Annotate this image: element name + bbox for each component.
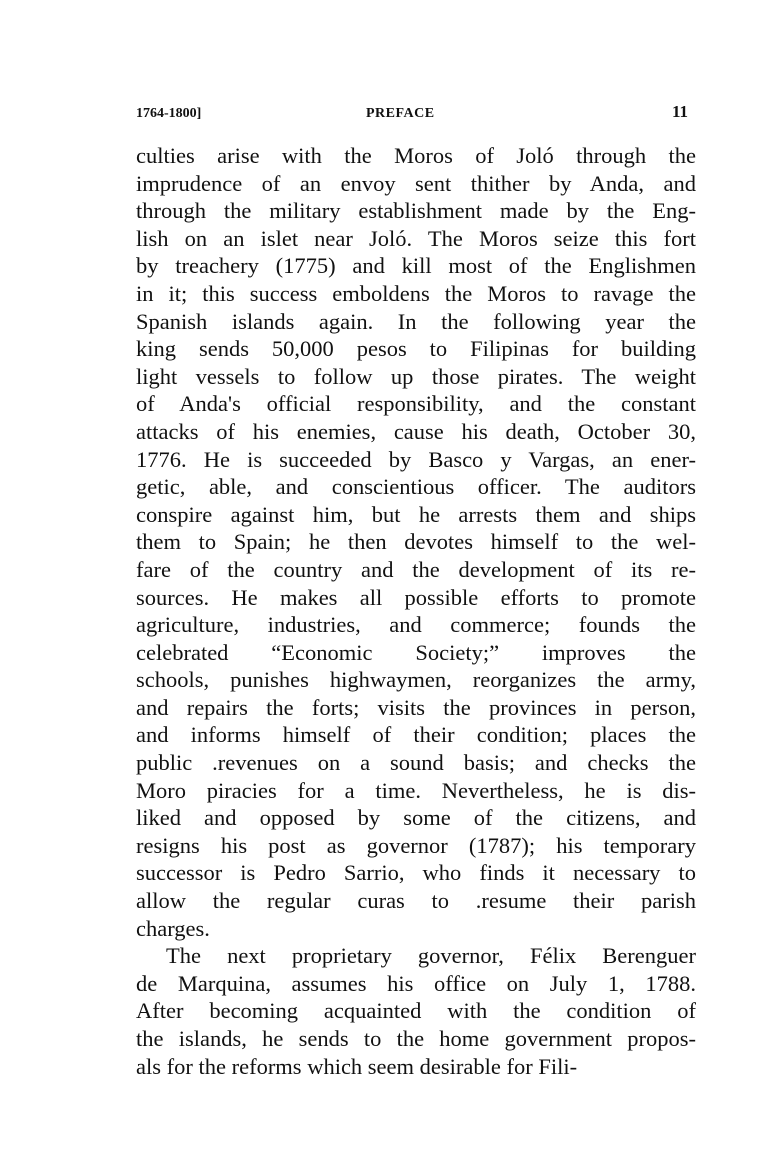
text-line: king sends 50,000 pesos to Filipinas for building — [136, 336, 696, 362]
text-line: de Marquina, assumes his office on July 1, 1788. — [136, 970, 696, 996]
text-line: Moro piracies for a time. Nevertheless, he is dis- — [136, 777, 696, 803]
running-head-date-range: 1764-1800] — [136, 106, 202, 121]
text-line: successor is Pedro Sarrio, who finds it necessary to — [136, 860, 696, 886]
text-line: of Anda's official responsibility, and the constant — [136, 391, 696, 417]
text-line: imprudence of an envoy sent thither by Anda, and — [136, 170, 696, 196]
text-line: light vessels to follow up those pirates. The weight — [136, 363, 696, 389]
text-line: celebrated “Economic Society;” improves the — [136, 639, 696, 665]
text-line: fare of the country and the development of its re- — [136, 556, 696, 582]
text-line: sources. He makes all possible efforts to promote — [136, 584, 696, 610]
text-line: agriculture, industries, and commerce; founds the — [136, 612, 696, 638]
paragraph — [136, 942, 696, 1080]
text-line: them to Spain; he then devotes himself to the wel- — [136, 529, 696, 555]
paragraph — [136, 142, 696, 942]
text-line: and repairs the forts; visits the provinces in person, — [136, 694, 696, 720]
text-line: resigns his post as governor (1787); his temporary — [136, 832, 696, 858]
text-line: schools, punishes highwaymen, reorganizes the army, — [136, 667, 696, 693]
text-line: attacks of his enemies, cause his death, October 30, — [136, 418, 696, 444]
text-line: liked and opposed by some of the citizens, and — [136, 805, 696, 831]
text-line: by treachery (1775) and kill most of the Englishmen — [136, 253, 696, 279]
text-line: in it; this success emboldens the Moros to ravage the — [136, 280, 696, 306]
text-line: conspire against him, but he arrests them and ships — [136, 501, 696, 527]
text-line: through the military establishment made by the Eng- — [136, 198, 696, 224]
page-number: 11 — [671, 102, 688, 121]
running-head-title: PREFACE — [366, 106, 435, 121]
text-line: als for the reforms which seem desirable for Fili- — [136, 1053, 578, 1079]
text-line: After becoming acquainted with the condition of — [136, 998, 696, 1024]
text-line: getic, able, and conscientious officer. The auditors — [136, 474, 696, 500]
body-text — [136, 142, 696, 1080]
text-line: lish on an islet near Joló. The Moros seize this fort — [136, 225, 696, 251]
text-line: allow the regular curas to .resume their parish — [136, 888, 696, 914]
running-head — [136, 102, 696, 126]
text-line: charges. — [136, 915, 210, 941]
text-line: Spanish islands again. In the following year the — [136, 308, 696, 334]
text-line: and informs himself of their condition; places the — [136, 722, 696, 748]
text-line: culties arise with the Moros of Joló through the — [136, 143, 696, 168]
text-line: 1776. He is succeeded by Basco y Vargas, an ener- — [136, 446, 696, 472]
text-line: the islands, he sends to the home government propos- — [136, 1026, 696, 1051]
text-line: public .revenues on a sound basis; and checks the — [136, 750, 696, 776]
text-line: The next proprietary governor, Félix Berenguer — [166, 943, 696, 969]
